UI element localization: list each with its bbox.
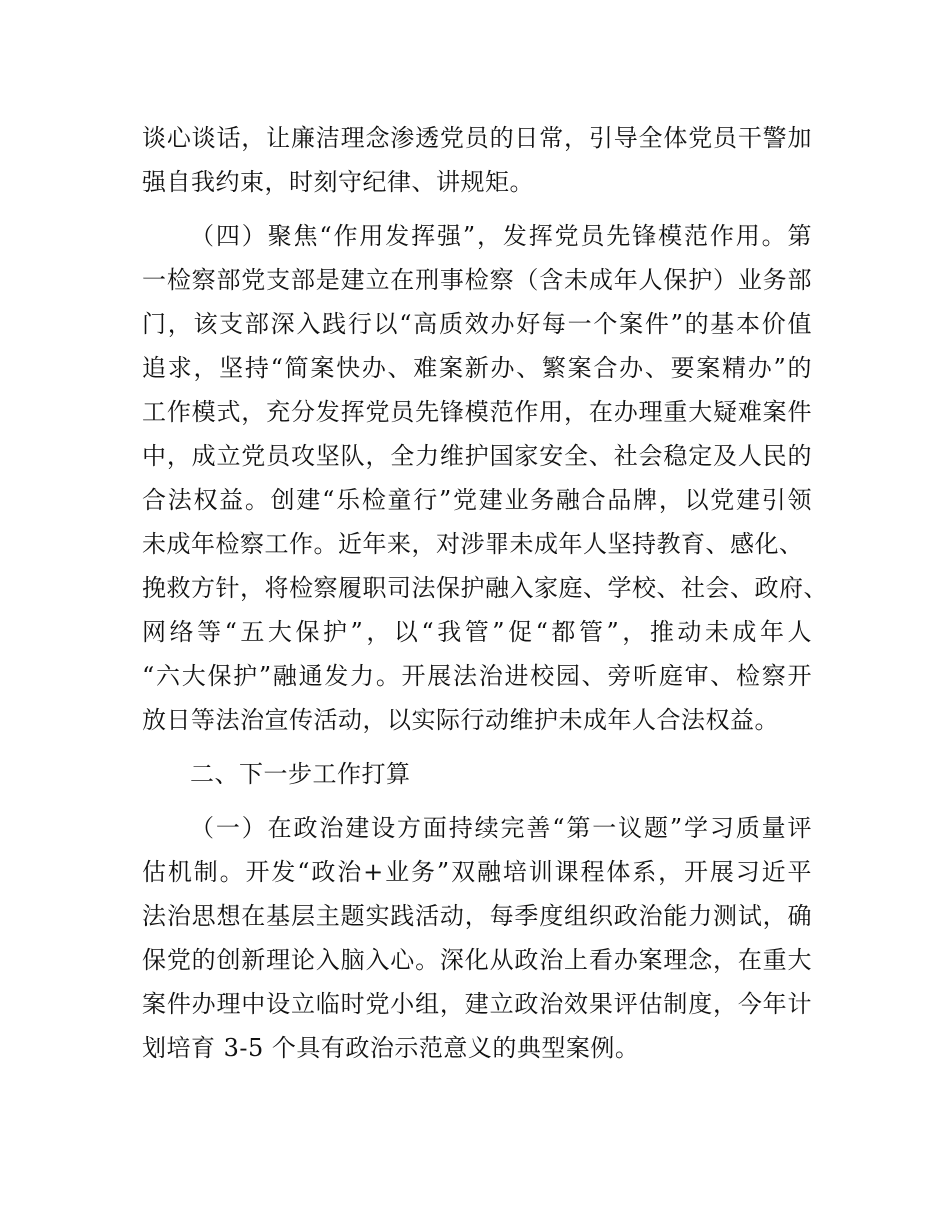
paragraph-2-line-2: 一检察部党支部是建立在刑事检察（含未成年人保护）业务部	[142, 266, 812, 294]
paragraph-2-line-4: 追求，坚持“简案快办、难案新办、繁案合办、要案精办”的	[142, 354, 812, 382]
paragraph-2-line-5: 工作模式，充分发挥党员先锋模范作用，在办理重大疑难案件	[142, 398, 812, 426]
paragraph-4-line-6: 划培育 3-5 个具有政治示范意义的典型案例。	[142, 1034, 640, 1062]
paragraph-2-line-6: 中，成立党员攻坚队，全力维护国家安全、社会稳定及人民的	[142, 442, 812, 470]
paragraph-4-line-2: 估机制。开发“政治+业务”双融培训课程体系，开展习近平	[142, 858, 812, 886]
paragraph-2-line-1: （四）聚焦“作用发挥强”，发挥党员先锋模范作用。第	[190, 222, 812, 250]
paragraph-2-line-10: 网络等“五大保护”，以“我管”促“都管”，推动未成年人	[142, 618, 812, 646]
paragraph-1-line-1: 谈心谈话，让廉洁理念渗透党员的日常，引导全体党员干警加	[142, 124, 812, 152]
paragraph-2-line-9: 挽救方针，将检察履职司法保护融入家庭、学校、社会、政府、	[142, 574, 828, 602]
paragraph-4-line-4: 保党的创新理论入脑入心。深化从政治上看办案理念，在重大	[142, 946, 812, 974]
paragraph-2-line-3: 门，该支部深入践行以“高质效办好每一个案件”的基本价值	[142, 310, 812, 338]
paragraph-2-line-12: 放日等法治宣传活动，以实际行动维护未成年人合法权益。	[142, 706, 779, 734]
paragraph-4-line-5: 案件办理中设立临时党小组，建立政治效果评估制度，今年计	[142, 990, 812, 1018]
paragraph-2-line-11: “六大保护”融通发力。开展法治进校园、旁听庭审、检察开	[142, 662, 812, 690]
paragraph-4-line-3: 法治思想在基层主题实践活动，每季度组织政治能力测试，确	[142, 902, 812, 930]
paragraph-1-line-2: 强自我约束，时刻守纪律、讲规矩。	[142, 168, 534, 196]
section-heading: 二、下一步工作打算	[190, 760, 411, 788]
paragraph-2-line-7: 合法权益。创建“乐检童行”党建业务融合品牌，以党建引领	[142, 486, 812, 514]
paragraph-2-line-8: 未成年检察工作。近年来，对涉罪未成年人坚持教育、感化、	[142, 530, 804, 558]
paragraph-4-line-1: （一）在政治建设方面持续完善“第一议题”学习质量评	[190, 814, 812, 842]
